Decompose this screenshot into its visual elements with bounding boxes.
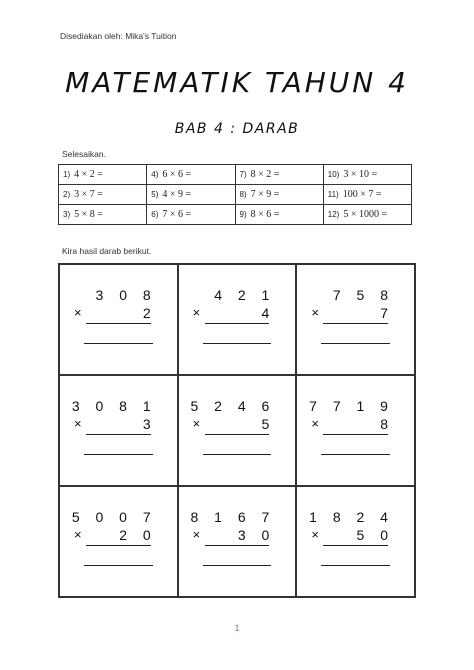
times-sign: × (311, 305, 319, 320)
question-expression: 5 × 1000 = (343, 209, 388, 220)
multiplicand: 1 8 2 4 (309, 509, 394, 525)
problem-box (59, 375, 178, 486)
table-row (59, 185, 412, 205)
question-expression: 3 × 7 = (74, 189, 103, 200)
table-cell (59, 185, 147, 205)
question-number: 12) (327, 210, 340, 219)
question-number: 3) (63, 210, 71, 219)
question-expression: 4 × 9 = (162, 189, 192, 200)
answer-line (84, 565, 153, 566)
times-sign: × (192, 527, 201, 542)
table-cell (59, 205, 147, 225)
question-expression: 6 × 6 = (162, 169, 192, 180)
divider-line (205, 434, 270, 435)
question-expression: 3 × 10 = (343, 169, 378, 180)
times-sign: × (311, 416, 319, 431)
table-cell (147, 185, 235, 205)
multiplicand: 5 0 0 7 (71, 509, 157, 525)
instruction-2: Kira hasil darab berikut. (62, 246, 152, 256)
table-cell (323, 205, 411, 225)
question-expression: 5 × 8 = (74, 209, 103, 220)
answer-line (321, 454, 390, 455)
divider-line (86, 434, 151, 435)
times-sign: × (192, 305, 201, 320)
answer-line (203, 343, 272, 344)
divider-line (205, 323, 270, 324)
chapter-heading: BAB 4 : DARAB (174, 121, 300, 137)
page-number: 1 (234, 623, 240, 633)
multiplicand: 5 2 4 6 (190, 398, 276, 414)
multiplier: 4 (261, 305, 276, 321)
multiplier: 2 0 (119, 527, 157, 543)
problem-box (296, 264, 415, 375)
answer-line (203, 565, 272, 566)
times-sign: × (311, 527, 319, 542)
multiplicand: 7 5 8 (332, 287, 394, 303)
divider-line (323, 434, 388, 435)
multiplicand: 4 2 1 (214, 287, 276, 303)
times-sign: × (74, 305, 82, 320)
question-expression: 7 × 6 = (162, 209, 192, 220)
question-number: 10) (327, 170, 340, 179)
problem-box (59, 264, 178, 375)
question-expression: 8 × 6 = (250, 209, 280, 220)
multiplicand: 3 0 8 1 (71, 398, 157, 414)
answer-line (203, 454, 272, 455)
multiplicand: 3 0 8 (95, 287, 157, 303)
answer-line (84, 343, 153, 344)
multiplier: 5 (261, 416, 276, 432)
question-number: 11) (327, 190, 339, 199)
question-number: 1) (63, 170, 71, 179)
divider-line (205, 545, 270, 546)
answer-line (321, 565, 390, 566)
problem-box (59, 486, 178, 597)
table-row (59, 205, 412, 225)
table-cell (323, 165, 411, 185)
table-row (59, 165, 412, 185)
question-number: 4) (151, 170, 159, 179)
question-number: 2) (63, 190, 71, 199)
instruction-1: Selesaikan. (62, 149, 106, 159)
times-sign: × (74, 416, 82, 431)
problem-box (178, 486, 297, 597)
long-multiplication-grid (58, 263, 416, 598)
multiplier: 5 0 (356, 527, 394, 543)
problem-box (178, 264, 297, 375)
table-cell (235, 165, 323, 185)
question-number: 9) (239, 210, 247, 219)
question-number: 6) (151, 210, 159, 219)
answer-line (84, 454, 153, 455)
table-cell (147, 165, 235, 185)
problem-box (178, 375, 297, 486)
table-cell (235, 205, 323, 225)
question-expression: 4 × 2 = (74, 169, 103, 180)
multiplier: 8 (380, 416, 394, 432)
multiplier: 2 (142, 305, 157, 321)
question-expression: 7 × 9 = (250, 189, 280, 200)
multiplier: 7 (380, 305, 394, 321)
question-expression: 8 × 2 = (250, 169, 280, 180)
divider-line (323, 323, 388, 324)
table-cell (235, 185, 323, 205)
problem-box (296, 486, 415, 597)
table-cell (59, 165, 147, 185)
multiplier: 3 (142, 416, 157, 432)
multiplicand: 8 1 6 7 (190, 509, 276, 525)
table-cell (323, 185, 411, 205)
problem-box (296, 375, 415, 486)
times-sign: × (74, 527, 82, 542)
question-number: 5) (151, 190, 159, 199)
answer-line (321, 343, 390, 344)
multiplier: 3 0 (237, 527, 276, 543)
byline: Disediakan oleh: Mika's Tuition (60, 31, 177, 41)
worksheet-title: MATEMATIK TAHUN 4 (65, 66, 409, 99)
table-cell (147, 205, 235, 225)
question-number: 8) (239, 190, 247, 199)
times-sign: × (192, 416, 201, 431)
multiplicand: 7 7 1 9 (309, 398, 394, 414)
question-expression: 100 × 7 = (342, 189, 382, 200)
divider-line (86, 545, 151, 546)
divider-line (323, 545, 388, 546)
question-number: 7) (239, 170, 247, 179)
quick-multiplication-table (58, 164, 412, 225)
divider-line (86, 323, 151, 324)
